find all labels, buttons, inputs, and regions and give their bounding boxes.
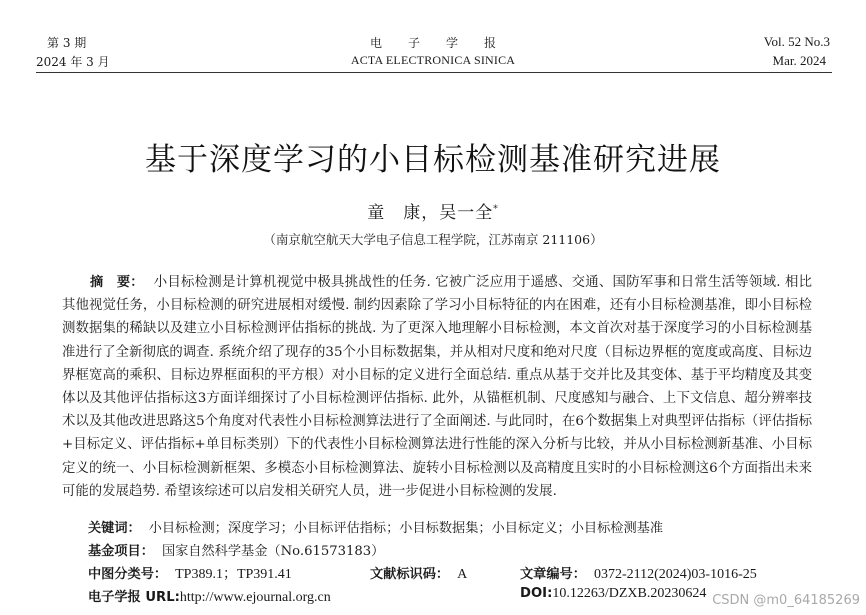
url-label: 电子学报 URL:	[88, 590, 180, 605]
fund-value: 国家自然科学基金（No.61573183）	[161, 544, 385, 559]
journal-name-en: ACTA ELECTRONICA SINICA	[350, 53, 516, 67]
article-number-label: 文章编号：	[520, 567, 586, 582]
document-code-value: A	[457, 567, 468, 582]
volume-number: Vol. 52 No.3	[763, 34, 830, 49]
journal-header	[0, 0, 866, 70]
affiliation: （南京航空航天大学电子信息工程学院，江苏南京 211106）	[263, 232, 603, 247]
document-code	[370, 563, 467, 583]
watermark: CSDN @m0_64185269	[712, 593, 860, 608]
issue-date-cn: 2024 年 3 月	[36, 55, 110, 69]
corresponding-author-mark: *	[493, 204, 499, 215]
clc-label: 中图分类号：	[88, 567, 168, 582]
keywords	[88, 517, 663, 536]
keywords-value: 小目标检测；深度学习；小目标评估指标；小目标数据集；小目标定义；小目标检测基准	[148, 521, 664, 536]
authors: 童 康，吴一全	[367, 203, 494, 223]
journal-url	[88, 586, 331, 606]
doi-link[interactable]: 10.12263/DZXB.20230624	[552, 586, 707, 601]
keywords-label: 关键词：	[88, 521, 141, 536]
document-code-label: 文献标识码：	[370, 567, 450, 582]
paper-title: 基于深度学习的小目标检测基准研究进展	[145, 142, 721, 178]
article-number-value: 0372-2112(2024)03-1016-25	[593, 567, 757, 582]
abstract-label: 摘 要：	[90, 275, 144, 290]
clc-value: TP389.1；TP391.41	[175, 567, 292, 582]
doi	[520, 586, 706, 602]
fund-label: 基金项目：	[88, 544, 154, 559]
issue-date-en: Mar. 2024	[772, 53, 826, 68]
article-number	[520, 563, 757, 583]
url-link[interactable]: http://www.ejournal.org.cn	[179, 590, 331, 605]
abstract-text: 小目标检测是计算机视觉中极具挑战性的任务. 它被广泛应用于遥感、交通、国防军事和日常生活等领域. 相比其他视觉任务，小目标检测的研究进展相对缓慢. 制约因素除了学习小目标特征的内在困难，还有小目标检测基准，即小目标检测数据集的稀缺以及建立小目标检测评估指标的挑战. 为了更深入地理解小目标检测，本文首次对基于深度学习的小目标检测基准进行了全新彻底的调查. 系统介绍了现存的35个小目标数据集，并从相对尺度和绝对尺度（目标边界框的宽度或高度、目标边界框宽高的乘积、目标边界框面积的平方根）对小目标的定义进行全面总结. 重点从基于交并比及其变体、基于平均精度及其变体以及其他评估指标这3方面详细探讨了小目标检测评估指标. 此外，从锚框机制、尺度感知与融合、上下文信息、超分辨率技术以及其他改进思路这5个角度对代表性小目标检测算法进行了全面阐述. 与此同时，在6个数据集上对典型评估指标（评估指标+目标定义、评估指标+单目标类别）下的代表性小目标检测算法进行性能的深入分析与比较，并从小目标检测新基准、小目标定义的统一、小目标检测新框架、多模态小目标检测算法、旋转小目标检测以及高精度且实时的小目标检测这6个方面指出未来可能的发展趋势. 希望该综述可以启发相关研究人员，进一步促进小目标检测的发展.	[62, 275, 813, 499]
doi-label: DOI:	[520, 586, 553, 601]
clc-number	[88, 563, 292, 583]
fund-info	[88, 540, 384, 559]
abstract	[62, 271, 812, 503]
journal-name-cn: 电子学报	[369, 36, 522, 50]
issue-number: 第 3 期	[47, 36, 87, 50]
author-line	[0, 198, 866, 223]
header-rule	[36, 72, 832, 73]
